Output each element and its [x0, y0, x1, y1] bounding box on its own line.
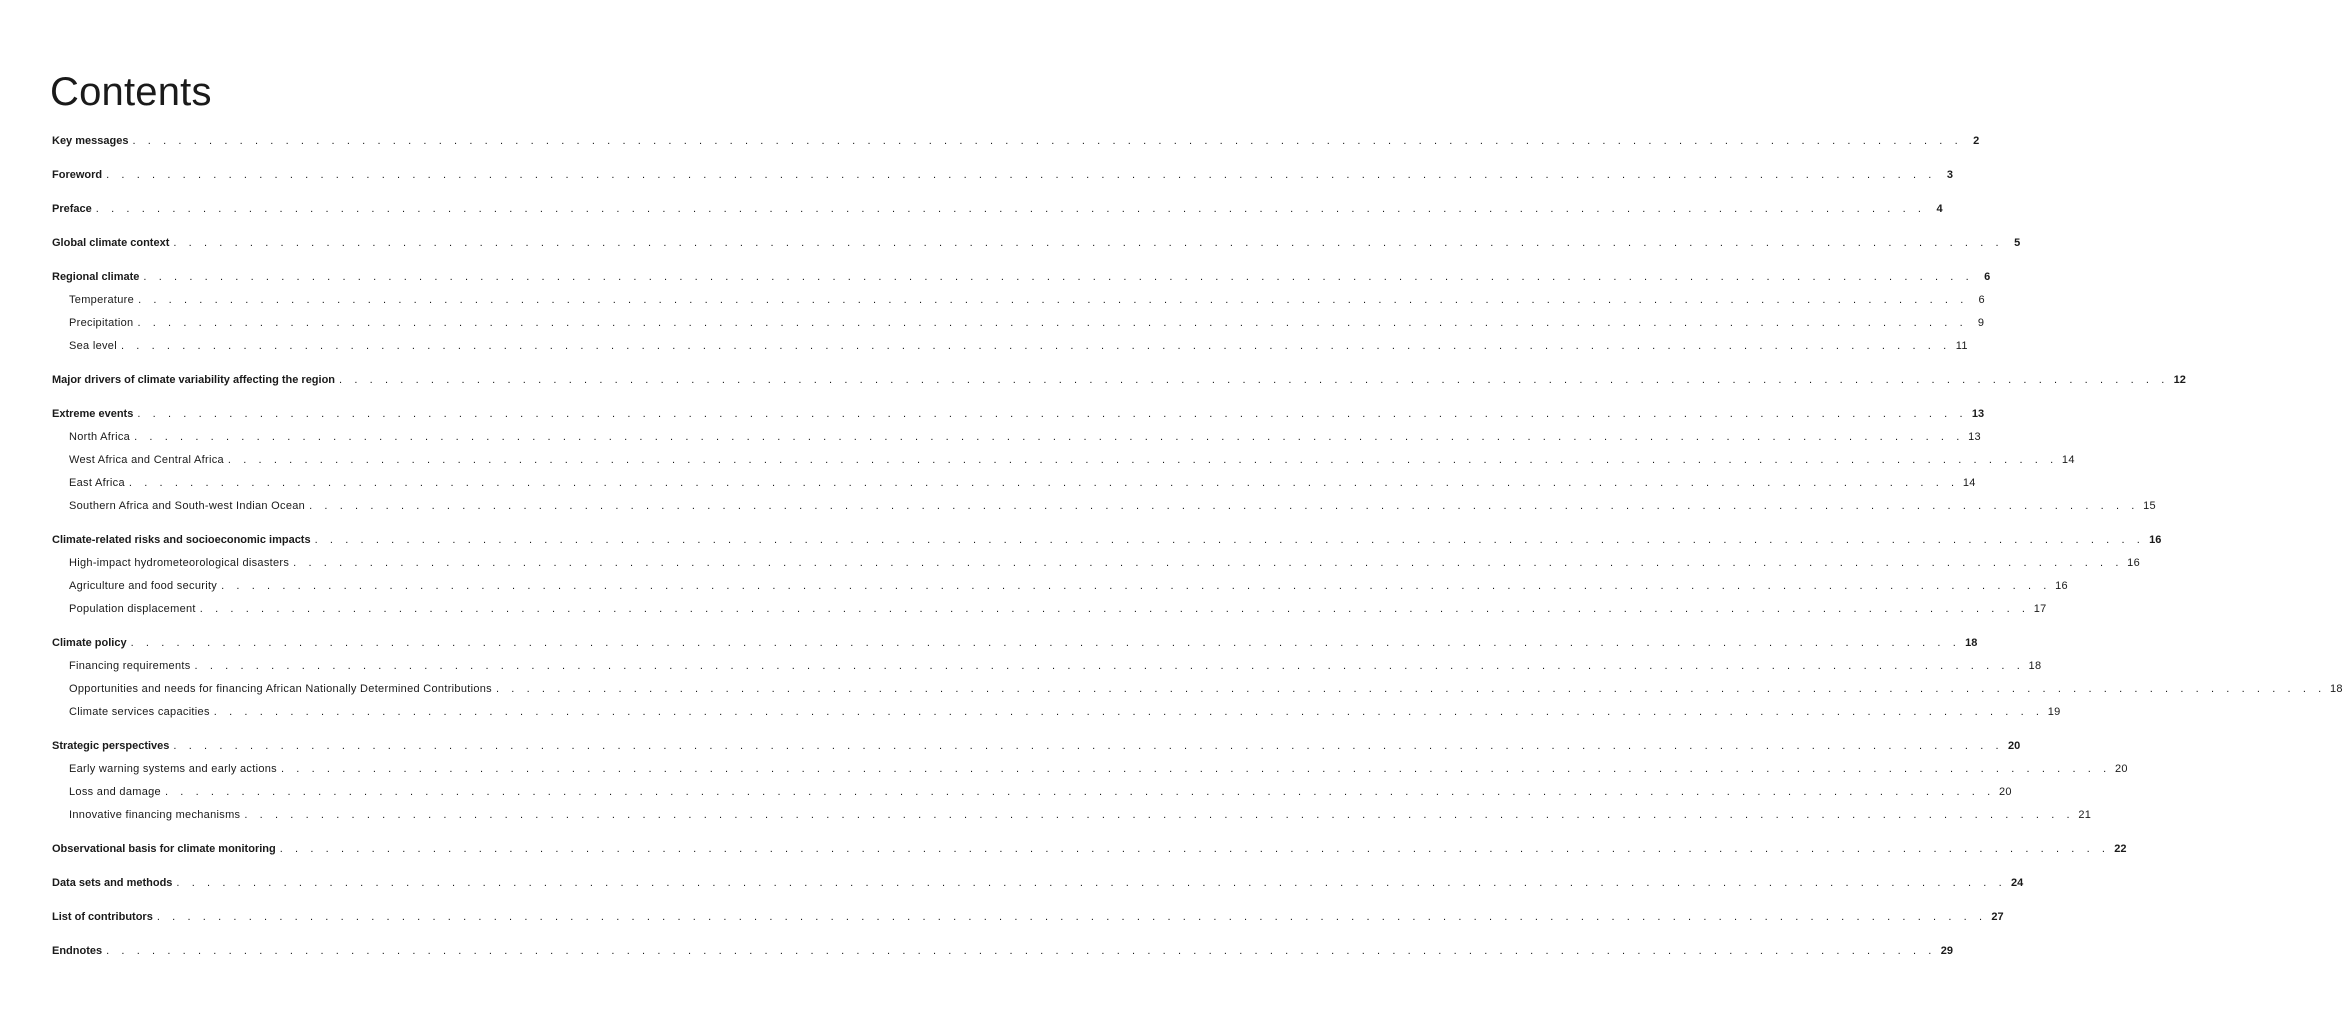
toc-entry-label: Sea level: [69, 340, 117, 352]
toc-page-number: 2: [1973, 135, 1980, 147]
dot-leader: . . . . . . . . . . . . . . . . . . . . . . . . . . . . . . . . . . . . . . . . . . . . . . . . . . . . . . . . . . . . . . . . . . . . . . . . . . . . . . . . . . . . . . . . . . . . . . . . . . . . . . . . . . . . . . . . . . . . . . . .: [132, 135, 1963, 147]
toc-page-number: 16: [2149, 534, 2162, 546]
toc-entry[interactable]: [52, 906, 2004, 929]
toc-entry[interactable]: [52, 940, 1953, 963]
toc-subentry[interactable]: [52, 678, 2343, 701]
toc-entry-label: Innovative financing mechanisms: [69, 809, 241, 821]
toc-entry[interactable]: [52, 130, 1980, 153]
dot-leader: . . . . . . . . . . . . . . . . . . . . . . . . . . . . . . . . . . . . . . . . . . . . . . . . . . . . . . . . . . . . . . . . . . . . . . . . . . . . . . . . . . . . . . . . . . . . . . . . . . . . . . . . . . . . . . . . . . . . . . . .: [176, 877, 2007, 889]
dot-leader: . . . . . . . . . . . . . . . . . . . . . . . . . . . . . . . . . . . . . . . . . . . . . . . . . . . . . . . . . . . . . . . . . . . . . . . . . . . . . . . . . . . . . . . . . . . . . . . . . . . . . . . . . . . . . . . . . . . . . . . .: [314, 534, 2145, 546]
toc-entry[interactable]: [52, 164, 1953, 187]
dot-leader: . . . . . . . . . . . . . . . . . . . . . . . . . . . . . . . . . . . . . . . . . . . . . . . . . . . . . . . . . . . . . . . . . . . . . . . . . . . . . . . . . . . . . . . . . . . . . . . . . . . . . . . . . . . . . . . . . . . . . . . .: [137, 408, 1968, 420]
toc-page-number: 18: [1965, 637, 1978, 649]
toc-subentry[interactable]: [52, 701, 2061, 724]
toc-entry-label: Key messages: [52, 135, 129, 147]
toc-subentry[interactable]: [52, 495, 2156, 518]
toc-entry-label: Population displacement: [69, 603, 196, 615]
toc-entry-label: Preface: [52, 203, 92, 215]
toc-entry-label: Climate-related risks and socioeconomic impacts: [52, 534, 311, 546]
toc-entry[interactable]: [52, 232, 2021, 255]
table-of-contents: [52, 130, 2343, 963]
dot-leader: . . . . . . . . . . . . . . . . . . . . . . . . . . . . . . . . . . . . . . . . . . . . . . . . . . . . . . . . . . . . . . . . . . . . . . . . . . . . . . . . . . . . . . . . . . . . . . . . . . . . . . . . . . . . . . . . . . . . . . . .: [293, 557, 2123, 569]
toc-page-number: 20: [2114, 763, 2128, 775]
dot-leader: . . . . . . . . . . . . . . . . . . . . . . . . . . . . . . . . . . . . . . . . . . . . . . . . . . . . . . . . . . . . . . . . . . . . . . . . . . . . . . . . . . . . . . . . . . . . . . . . . . . . . . . . . . . . . . . . . . . . . . . .: [173, 740, 2004, 752]
dot-leader: . . . . . . . . . . . . . . . . . . . . . . . . . . . . . . . . . . . . . . . . . . . . . . . . . . . . . . . . . . . . . . . . . . . . . . . . . . . . . . . . . . . . . . . . . . . . . . . . . . . . . . . . . . . . . . . . . . . . . . . .: [95, 203, 1926, 215]
dot-leader: . . . . . . . . . . . . . . . . . . . . . . . . . . . . . . . . . . . . . . . . . . . . . . . . . . . . . . . . . . . . . . . . . . . . . . . . . . . . . . . . . . . . . . . . . . . . . . . . . . . . . . . . . . . . . . . . . . . . . . . .: [138, 294, 1968, 306]
toc-page-number: 11: [1955, 340, 1968, 352]
toc-page-number: 20: [2007, 740, 2021, 752]
toc-entry-label: Agriculture and food security: [69, 580, 218, 592]
page-title: Contents: [50, 70, 212, 114]
toc-entry-label: Regional climate: [52, 271, 140, 283]
toc-entry-label: Global climate context: [52, 237, 170, 249]
dot-leader: . . . . . . . . . . . . . . . . . . . . . . . . . . . . . . . . . . . . . . . . . . . . . . . . . . . . . . . . . . . . . . . . . . . . . . . . . . . . . . . . . . . . . . . . . . . . . . . . . . . . . . . . . . . . . . . . . . . . . . . .: [134, 431, 1964, 443]
dot-leader: . . . . . . . . . . . . . . . . . . . . . . . . . . . . . . . . . . . . . . . . . . . . . . . . . . . . . . . . . . . . . . . . . . . . . . . . . . . . . . . . . . . . . . . . . . . . . . . . . . . . . . . . . . . . . . . . . . . . . . . .: [143, 271, 1974, 283]
toc-entry-label: Strategic perspectives: [52, 740, 170, 752]
dot-leader: . . . . . . . . . . . . . . . . . . . . . . . . . . . . . . . . . . . . . . . . . . . . . . . . . . . . . . . . . . . . . . . . . . . . . . . . . . . . . . . . . . . . . . . . . . . . . . . . . . . . . . . . . . . . . . . . . . . . . . . .: [120, 340, 1951, 352]
toc-page-number: 21: [2078, 809, 2092, 821]
dot-leader: . . . . . . . . . . . . . . . . . . . . . . . . . . . . . . . . . . . . . . . . . . . . . . . . . . . . . . . . . . . . . . . . . . . . . . . . . . . . . . . . . . . . . . . . . . . . . . . . . . . . . . . . . . . . . . . . . . . . . . . .: [156, 911, 1987, 923]
toc-entry[interactable]: [52, 838, 2127, 861]
toc-subentry[interactable]: [52, 758, 2128, 781]
dot-leader: . . . . . . . . . . . . . . . . . . . . . . . . . . . . . . . . . . . . . . . . . . . . . . . . . . . . . . . . . . . . . . . . . . . . . . . . . . . . . . . . . . . . . . . . . . . . . . . . . . . . . . . . . . . . . . . . . . . . . . . .: [137, 317, 1968, 329]
toc-subentry[interactable]: [52, 804, 2092, 827]
toc-subentry[interactable]: [52, 655, 2042, 678]
toc-entry-label: Temperature: [69, 294, 135, 306]
dot-leader: . . . . . . . . . . . . . . . . . . . . . . . . . . . . . . . . . . . . . . . . . . . . . . . . . . . . . . . . . . . . . . . . . . . . . . . . . . . . . . . . . . . . . . . . . . . . . . . . . . . . . . . . . . . . . . . . . . . . . . . .: [280, 763, 2111, 775]
toc-subentry[interactable]: [52, 598, 2047, 621]
toc-page-number: 16: [2127, 557, 2140, 569]
toc-entry-label: Extreme events: [52, 408, 134, 420]
dot-leader: . . . . . . . . . . . . . . . . . . . . . . . . . . . . . . . . . . . . . . . . . . . . . . . . . . . . . . . . . . . . . . . . . . . . . . . . . . . . . . . . . . . . . . . . . . . . . . . . . . . . . . . . . . . . . . . . . . . . . . . .: [495, 683, 2326, 695]
toc-entry-label: Early warning systems and early actions: [69, 763, 277, 775]
toc-entry-label: West Africa and Central Africa: [69, 454, 224, 466]
toc-entry-label: Opportunities and needs for financing African Nationally Determined Contributions: [69, 683, 492, 695]
toc-subentry[interactable]: [52, 552, 2140, 575]
toc-entry[interactable]: [52, 403, 1985, 426]
toc-entry-label: Loss and damage: [69, 786, 161, 798]
toc-entry[interactable]: [52, 632, 1978, 655]
toc-entry-label: Foreword: [52, 169, 103, 181]
toc-page-number: 6: [1978, 294, 1985, 306]
toc-entry-label: Data sets and methods: [52, 877, 173, 889]
toc-page-number: 29: [1940, 945, 1953, 957]
toc-entry-label: Financing requirements: [69, 660, 191, 672]
dot-leader: . . . . . . . . . . . . . . . . . . . . . . . . . . . . . . . . . . . . . . . . . . . . . . . . . . . . . . . . . . . . . . . . . . . . . . . . . . . . . . . . . . . . . . . . . . . . . . . . . . . . . . . . . . . . . . . . . . . . . . . .: [164, 786, 1995, 798]
toc-page-number: 27: [1991, 911, 2004, 923]
toc-subentry[interactable]: [52, 472, 1976, 495]
dot-leader: . . . . . . . . . . . . . . . . . . . . . . . . . . . . . . . . . . . . . . . . . . . . . . . . . . . . . . . . . . . . . . . . . . . . . . . . . . . . . . . . . . . . . . . . . . . . . . . . . . . . . . . . . . . . . . . . . . . . . . . .: [106, 169, 1936, 181]
dot-leader: . . . . . . . . . . . . . . . . . . . . . . . . . . . . . . . . . . . . . . . . . . . . . . . . . . . . . . . . . . . . . . . . . . . . . . . . . . . . . . . . . . . . . . . . . . . . . . . . . . . . . . . . . . . . . . . . . . . . . . . .: [279, 843, 2110, 855]
dot-leader: . . . . . . . . . . . . . . . . . . . . . . . . . . . . . . . . . . . . . . . . . . . . . . . . . . . . . . . . . . . . . . . . . . . . . . . . . . . . . . . . . . . . . . . . . . . . . . . . . . . . . . . . . . . . . . . . . . . . . . . .: [194, 660, 2025, 672]
dot-leader: . . . . . . . . . . . . . . . . . . . . . . . . . . . . . . . . . . . . . . . . . . . . . . . . . . . . . . . . . . . . . . . . . . . . . . . . . . . . . . . . . . . . . . . . . . . . . . . . . . . . . . . . . . . . . . . . . . . . . . . .: [213, 706, 2044, 718]
toc-entry-label: List of contributors: [52, 911, 153, 923]
toc-entry-label: East Africa: [69, 477, 125, 489]
toc-page-number: 15: [2143, 500, 2156, 512]
toc-page-number: 20: [1998, 786, 2012, 798]
toc-page-number: 19: [2047, 706, 2061, 718]
toc-subentry[interactable]: [52, 575, 2068, 598]
toc-entry-label: High-impact hydrometeorological disasters: [69, 557, 290, 569]
toc-entry-label: Endnotes: [52, 945, 103, 957]
toc-subentry[interactable]: [52, 449, 2075, 472]
dot-leader: . . . . . . . . . . . . . . . . . . . . . . . . . . . . . . . . . . . . . . . . . . . . . . . . . . . . . . . . . . . . . . . . . . . . . . . . . . . . . . . . . . . . . . . . . . . . . . . . . . . . . . . . . . . . . . . . . . . . . . . .: [227, 454, 2058, 466]
toc-page-number: 6: [1984, 271, 1991, 283]
toc-entry-label: North Africa: [69, 431, 131, 443]
toc-entry-label: Observational basis for climate monitoring: [52, 843, 276, 855]
dot-leader: . . . . . . . . . . . . . . . . . . . . . . . . . . . . . . . . . . . . . . . . . . . . . . . . . . . . . . . . . . . . . . . . . . . . . . . . . . . . . . . . . . . . . . . . . . . . . . . . . . . . . . . . . . . . . . . . . . . . . . . .: [106, 945, 1936, 957]
toc-page-number: 12: [2173, 374, 2186, 386]
toc-entry[interactable]: [52, 872, 2024, 895]
toc-subentry[interactable]: [52, 781, 2012, 804]
toc-entry-label: Climate policy: [52, 637, 127, 649]
toc-page-number: 14: [1962, 477, 1976, 489]
toc-page-number: 18: [2028, 660, 2042, 672]
toc-page-number: 22: [2114, 843, 2127, 855]
dot-leader: . . . . . . . . . . . . . . . . . . . . . . . . . . . . . . . . . . . . . . . . . . . . . . . . . . . . . . . . . . . . . . . . . . . . . . . . . . . . . . . . . . . . . . . . . . . . . . . . . . . . . . . . . . . . . . . . . . . . . . . .: [130, 637, 1961, 649]
toc-page-number: 9: [1977, 317, 1985, 329]
toc-page-number: 3: [1946, 169, 1953, 181]
toc-page-number: 17: [2033, 603, 2047, 615]
toc-page-number: 18: [2329, 683, 2343, 695]
toc-subentry[interactable]: [52, 312, 1985, 335]
dot-leader: . . . . . . . . . . . . . . . . . . . . . . . . . . . . . . . . . . . . . . . . . . . . . . . . . . . . . . . . . . . . . . . . . . . . . . . . . . . . . . . . . . . . . . . . . . . . . . . . . . . . . . . . . . . . . . . . . . . . . . . .: [128, 477, 1959, 489]
toc-page-number: 4: [1936, 203, 1943, 215]
toc-page-number: 24: [2011, 877, 2024, 889]
toc-subentry[interactable]: [52, 426, 1981, 449]
dot-leader: . . . . . . . . . . . . . . . . . . . . . . . . . . . . . . . . . . . . . . . . . . . . . . . . . . . . . . . . . . . . . . . . . . . . . . . . . . . . . . . . . . . . . . . . . . . . . . . . . . . . . . . . . . . . . . . . . . . . . . . .: [244, 809, 2075, 821]
toc-entry[interactable]: [52, 266, 1991, 289]
toc-page-number: 5: [2014, 237, 2021, 249]
dot-leader: . . . . . . . . . . . . . . . . . . . . . . . . . . . . . . . . . . . . . . . . . . . . . . . . . . . . . . . . . . . . . . . . . . . . . . . . . . . . . . . . . . . . . . . . . . . . . . . . . . . . . . . . . . . . . . . . . . . . . . . .: [173, 237, 2004, 249]
toc-entry[interactable]: [52, 735, 2021, 758]
toc-page-number: 13: [1971, 408, 1985, 420]
toc-entry[interactable]: [52, 529, 2162, 552]
toc-entry-label: Climate services capacities: [69, 706, 210, 718]
toc-page-number: 14: [2061, 454, 2075, 466]
dot-leader: . . . . . . . . . . . . . . . . . . . . . . . . . . . . . . . . . . . . . . . . . . . . . . . . . . . . . . . . . . . . . . . . . . . . . . . . . . . . . . . . . . . . . . . . . . . . . . . . . . . . . . . . . . . . . . . . . . . . . . . .: [221, 580, 2051, 592]
dot-leader: . . . . . . . . . . . . . . . . . . . . . . . . . . . . . . . . . . . . . . . . . . . . . . . . . . . . . . . . . . . . . . . . . . . . . . . . . . . . . . . . . . . . . . . . . . . . . . . . . . . . . . . . . . . . . . . . . . . . . . . .: [339, 374, 2169, 386]
toc-page-number: 16: [2055, 580, 2068, 592]
toc-entry-label: Major drivers of climate variability affecting the region: [52, 374, 336, 386]
toc-entry-label: Precipitation: [69, 317, 134, 329]
toc-entry[interactable]: [52, 198, 1943, 221]
toc-entry-label: Southern Africa and South-west Indian Ocean: [69, 500, 306, 512]
toc-subentry[interactable]: [52, 335, 1968, 358]
dot-leader: . . . . . . . . . . . . . . . . . . . . . . . . . . . . . . . . . . . . . . . . . . . . . . . . . . . . . . . . . . . . . . . . . . . . . . . . . . . . . . . . . . . . . . . . . . . . . . . . . . . . . . . . . . . . . . . . . . . . . . . .: [309, 500, 2139, 512]
toc-entry[interactable]: [52, 369, 2186, 392]
toc-subentry[interactable]: [52, 289, 1985, 312]
toc-page-number: 13: [1968, 431, 1981, 443]
dot-leader: . . . . . . . . . . . . . . . . . . . . . . . . . . . . . . . . . . . . . . . . . . . . . . . . . . . . . . . . . . . . . . . . . . . . . . . . . . . . . . . . . . . . . . . . . . . . . . . . . . . . . . . . . . . . . . . . . . . . . . . .: [199, 603, 2030, 615]
